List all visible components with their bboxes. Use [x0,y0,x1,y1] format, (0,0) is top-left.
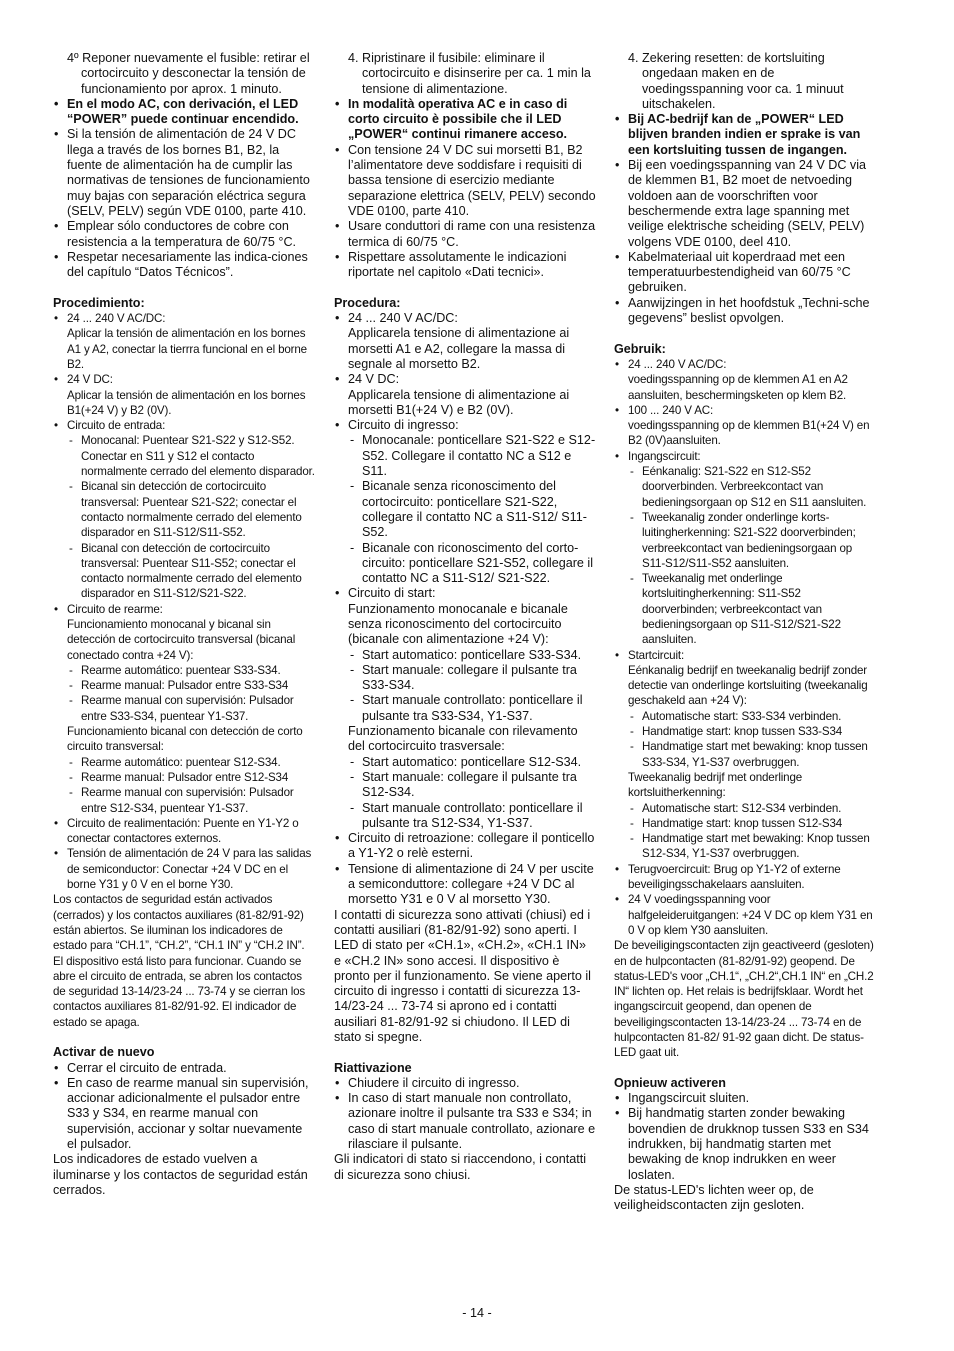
bullet-item: • Respetar necesariamente las indica-ciones del capítulo “Datos Técnicos”. [53,250,315,281]
item-detail: Funzionamento bicanale con rilevamento del cortocircuito trasversale: [348,724,578,754]
item-detail: voedingsspanning op de klemmen A1 en A2 aansluiten, beschermingsketen op klem B2. [628,373,848,402]
section-heading: Opnieuw activeren [614,1075,726,1090]
sub-item: - Handmatige start met bewaking: Knop tussen S12-S34, Y1-S37 overbruggen. [614,831,876,862]
bullet-item: • Tensione di alimentazione di 24 V per uscite a semiconduttore: collegare +24 V DC al morsetto Y31 e 0 V al morsetto Y30. [334,862,596,908]
item-detail: Funcionamiento bicanal con detección de corto circuito transversal: [67,725,303,754]
paragraph: I contatti di sicurezza sono attivati (chiusi) ed i contatti ausiliari (81-82/91-92) sono aperti. I LED di stato per «CH.1», «CH.2», «CH.1 IN» e «CH.2 IN» sono accesi. Il dispositivo è pronto per il funzionamento. Se viene aperto il circuito di ingresso i contatti di sicurezza 13-14/23-24 ... 73-74 si aprono ed i contatti ausiliari 81-82/91-92 si chiudono. Il LED di stato si spegne. [334,907,591,1044]
bullet-item: • Si la tensión de alimentación de 24 V DC llega a través de los bornes B1, B2, la fuente de alimentación ha de cumplir las normativas de tensiones de funcionamiento muy bajas con separación eléctrica segura (SELV, PELV) según VDE 0100, parte 410. [53,127,315,219]
sub-item: - Start automatico: ponticellare S12-S34. [334,755,596,770]
paragraph: De status-LED's lichten weer op, de veiligheidscontacten zijn gesloten. [614,1182,814,1213]
bullet-item: • Tensión de alimentación de 24 V para las salidas de semiconductor: Conectar +24 V DC en el borne Y31 y 0 V en el borne Y30. [53,846,315,892]
sub-item: - Monocanal: Puentear S21-S22 y S12-S52. Conectar en S11 y S12 el contacto normalmente cerrado del elemento disparador. [53,433,315,479]
bullet-item: • Circuito de rearme: [53,602,315,617]
bullet-item: • Chiudere il circuito di ingresso. [334,1076,596,1091]
spacer [334,280,596,295]
bullet-item: • Aanwijzingen in het hoofdstuk „Techni-sche gegevens” beslist opvolgen. [614,296,876,327]
bullet-item: • Ingangscircuit: [614,449,876,464]
sub-item: - Bicanale con riconoscimento del corto-circuito: ponticellare S21-S52, collegare il contatto NC a S11-S12/ S21-S22. [334,541,596,587]
sub-item: - Bicanal sin detección de cortocircuito transversal: Puentear S21-S22; conectar el contacto normalmente cerrado del elemento disparador en S11-S12/S11-S52. [53,479,315,540]
sub-item: - Handmatige start met bewaking: knop tussen S33-S34, Y1-S37 overbruggen. [614,739,876,770]
sub-item: - Rearme manual con supervisión: Pulsador entre S33-S34, puentear Y1-S37. [53,693,315,724]
column-spanish [53,51,315,1198]
section-heading: Procedimiento: [53,295,145,310]
spacer [614,1061,876,1076]
page-number: - 14 - [462,1306,492,1320]
bullet-item: • 24 V DC: [334,372,596,387]
paragraph: Los contactos de seguridad están activados (cerrados) y los contactos auxiliares (81-82/91-92) están abiertos. Se iluminan los indicadores de estado para “CH.1”, “CH.2”, “CH.1 IN” y “CH.2 IN”. El dispositivo está listo para funcionar. Cuando se abre el circuito de entrada, se abren los contactos de seguridad 13-14/23-24 ... 73-74 y se cierran los contactos auxiliares 81-82/91-92. El indicador de estado se apaga. [53,893,306,1029]
sub-item: - Handmatige start: knop tussen S33-S34 [614,724,876,739]
sub-item: - Automatische start: S33-S34 verbinden. [614,709,876,724]
spacer [334,1045,596,1060]
sub-item: - Start manuale: collegare il pulsante tra S12-S34. [334,770,596,801]
bullet-item: • 24 ... 240 V AC/DC: [53,311,315,326]
bullet-item: • Startcircuit: [614,648,876,663]
column-italian [334,51,596,1183]
sub-item: - Rearme manual: Pulsador entre S33-S34 [53,678,315,693]
bullet-item: • Bij AC-bedrijf kan de „POWER“ LED blijven branden indien er sprake is van een kortsluiting tussen de ingangen. [614,112,876,158]
bullet-item: • Bij een voedingsspanning van 24 V DC via de klemmen B1, B2 moet de netvoeding voldoen aan de voorschriften voor beschermende extra lage spanning met veilige elektrische scheiding (SELV, PELV) volgens VDE 0100, deel 410. [614,158,876,250]
spacer [614,326,876,341]
spacer [53,280,315,295]
bullet-item: • In modalità operativa AC e in caso di corto circuito è possibile che il LED „POWER“ continui rimanere acceso. [334,97,596,143]
item-detail: Funcionamiento monocanal y bicanal sin detección de cortocircuito transversal (bicanal conectado contra +24 V): [67,617,296,662]
bullet-item: • Cerrar el circuito de entrada. [53,1061,315,1076]
sub-item: - Automatische start: S12-S34 verbinden. [614,801,876,816]
sub-item: - Rearme manual: Pulsador entre S12-S34 [53,770,315,785]
paragraph: Los indicadores de estado vuelven a iluminarse y los contactos de seguridad están cerrados. [53,1152,308,1197]
bullet-item: • Usare conduttori di rame con una resistenza termica di 60/75 °C. [334,219,596,250]
bullet-item: • 24 ... 240 V AC/DC: [614,357,876,372]
bullet-item: • Circuito de realimentación: Puente en Y1-Y2 o conectar contactores externos. [53,816,315,847]
item-detail: voedingsspanning op de klemmen B1(+24 V) en B2 (0V)aansluiten. [628,419,870,448]
sub-item: - Start manuale controllato: ponticellare il pulsante tra S12-S34, Y1-S37. [334,801,596,832]
bullet-item: • Terugvoercircuit: Brug op Y1-Y2 of externe beveiligingsschakelaars aansluiten. [614,862,876,893]
bullet-item: • Kabelmateriaal uit koperdraad met een temperatuurbestendigheid van 60/75 °C gebruiken. [614,250,876,296]
sub-item: - Start automatico: ponticellare S33-S34. [334,648,596,663]
sub-item: - Bicanal con detección de cortocircuito transversal: Puentear S11-S52; conectar el contacto normalmente cerrado del elemento disparador en S11-S12/S21-S22. [53,541,315,602]
item-detail: Tweekanalig bedrijf met onderlinge kortsluitherkenning: [628,770,803,800]
numbered-item: 4. Zekering resetten: de kortsluiting ongedaan maken en de voedingsspanning voor ca. 1 minuut uitschakelen. [628,51,844,111]
sub-item: - Rearme manual con supervisión: Pulsador entre S12-S34, puentear Y1-S37. [53,785,315,816]
item-detail: Eénkanalig bedrijf en tweekanalig bedrijf zonder detectie van onderlinge kortsluiting (tweekanalig geschakeld aan +24 V): [628,663,868,708]
item-detail: Aplicar la tensión de alimentación en los bornes A1 y A2, conectar la tierrra funcional en el borne B2. [67,327,307,371]
sub-item: - Start manuale controllato: ponticellare il pulsante tra S33-S34, Y1-S37. [334,693,596,724]
section-heading: Activar de nuevo [53,1045,155,1060]
bullet-item: • Rispettare assolutamente le indicazioni riportate nel capitolo «Dati tecnici». [334,250,596,281]
bullet-item: • Circuito di start: [334,586,596,601]
paragraph: Gli indicatori di stato si riaccendono, i contatti di sicurezza sono chiusi. [334,1152,586,1182]
sub-item: - Start manuale: collegare il pulsante tra S33-S34. [334,663,596,694]
section-heading: Gebruik: [614,341,666,356]
sub-item: - Handmatige start: knop tussen S12-S34 [614,816,876,831]
column-dutch [614,51,876,1214]
sub-item: - Rearme automático: puentear S33-S34. [53,663,315,678]
bullet-item: • En el modo AC, con derivación, el LED “POWER” puede continuar encendido. [53,97,315,128]
sub-item: - Bicanale senza riconoscimento del cortocircuito: ponticellare S21-S22, collegare il contatto NC a S11-S12/ S11-S52. [334,479,596,540]
sub-item: - Eénkanalig: S21-S22 en S12-S52 doorverbinden. Verbreekcontact van bedieningsorgaan op S12 en S11 aansluiten. [614,464,876,510]
sub-item: - Tweekanalig met onderlinge kortsluitingherkenning: S11-S52 doorverbinden; verbreekcontact van bedieningsorgaan op S11-S12/S21-S22 aansluiten. [614,571,876,647]
section-heading: Procedura: [334,295,401,310]
item-detail: Aplicar la tensión de alimentación en los bornes B1(+24 V) y B2 (0V). [67,388,306,417]
item-detail: Applicarela tensione di alimentazione ai morsetti B1(+24 V) e B2 (0V). [348,387,570,417]
bullet-item: • 24 V DC: [53,372,315,387]
bullet-item: • Circuito di retroazione: collegare il ponticello a Y1-Y2 o relè esterni. [334,831,596,862]
section-heading: Riattivazione [334,1060,412,1075]
item-detail: Applicarela tensione di alimentazione ai morsetti A1 e A2, collegare la massa di segnale al morsetto B2. [348,326,570,371]
sub-item: - Rearme automático: puentear S12-S34. [53,755,315,770]
bullet-item: • 24 V voedingsspanning voor halfgeleideruitgangen: +24 V DC op klem Y31 en 0 V op klem Y30 aansluiten. [614,892,876,938]
bullet-item: • Ingangscircuit sluiten. [614,1091,876,1106]
bullet-item: • 24 ... 240 V AC/DC: [334,311,596,326]
item-detail: Funzionamento monocanale e bicanale senza riconoscimento del cortocircuito (bicanale con alimentazione +24 V): [348,601,568,647]
bullet-item: • En caso de rearme manual sin supervisión, accionar adicionalmente el pulsador entre S33 y S34, en rearme manual con supervisión, accionar y soltar nuevamente el pulsador. [53,1076,315,1152]
bullet-item: • 100 ... 240 V AC: [614,403,876,418]
numbered-item: 4º Reponer nuevamente el fusible: retirar el cortocircuito y desconectar la tensión de funcionamiento por aprox. 1 minuto. [67,51,310,96]
bullet-item: • Circuito di ingresso: [334,418,596,433]
paragraph: De beveiligingscontacten zijn geactiveerd (gesloten) en de hulpcontacten (81-82/91-92) geopend. De status-LED's voor „CH.1“, „CH.2“,CH.1 IN“ en „CH.2 IN“ lichten op. Het relais is bedrijfsklaar. Wordt het ingangscircuit geopend, dan openen de beveiligingscontacten 13-14/23-24 ... 73-74 en de hulpcontacten 81-82/ 91-92 gaan dicht. De status-LED gaat uit. [614,939,874,1060]
sub-item: - Monocanale: ponticellare S21-S22 e S12-S52. Collegare il contatto NC a S12 e S11. [334,433,596,479]
bullet-item: • Circuito de entrada: [53,418,315,433]
sub-item: - Tweekanalig zonder onderlinge korts-luitingherkenning: S21-S22 doorverbinden; verbreekcontact van bedieningsorgaan op S11-S12/S11-S52 aansluiten. [614,510,876,571]
spacer [53,1030,315,1045]
bullet-item: • Bij handmatig starten zonder bewaking bovendien de drukknop tussen S33 en S34 indrukken, bij handmatig starten met bewaking de knop indrukken en weer loslaten. [614,1106,876,1182]
bullet-item: • In caso di start manuale non controllato, azionare inoltre il pulsante tra S33 e S34; in caso di start manuale controllato, azionare e rilasciare il pulsante. [334,1091,596,1152]
bullet-item: • Con tensione 24 V DC sui morsetti B1, B2 l’alimentatore deve soddisfare i requisiti di bassa tensione di esercizio mediante separazione elettrica (SELV, PELV) secondo VDE 0100, parte 410. [334,143,596,219]
numbered-item: 4. Ripristinare il fusibile: eliminare il cortocircuito e disinserire per ca. 1 min la tensione di alimentazione. [348,51,591,96]
bullet-item: • Emplear sólo conductores de cobre con resistencia a la temperatura de 60/75 °C. [53,219,315,250]
